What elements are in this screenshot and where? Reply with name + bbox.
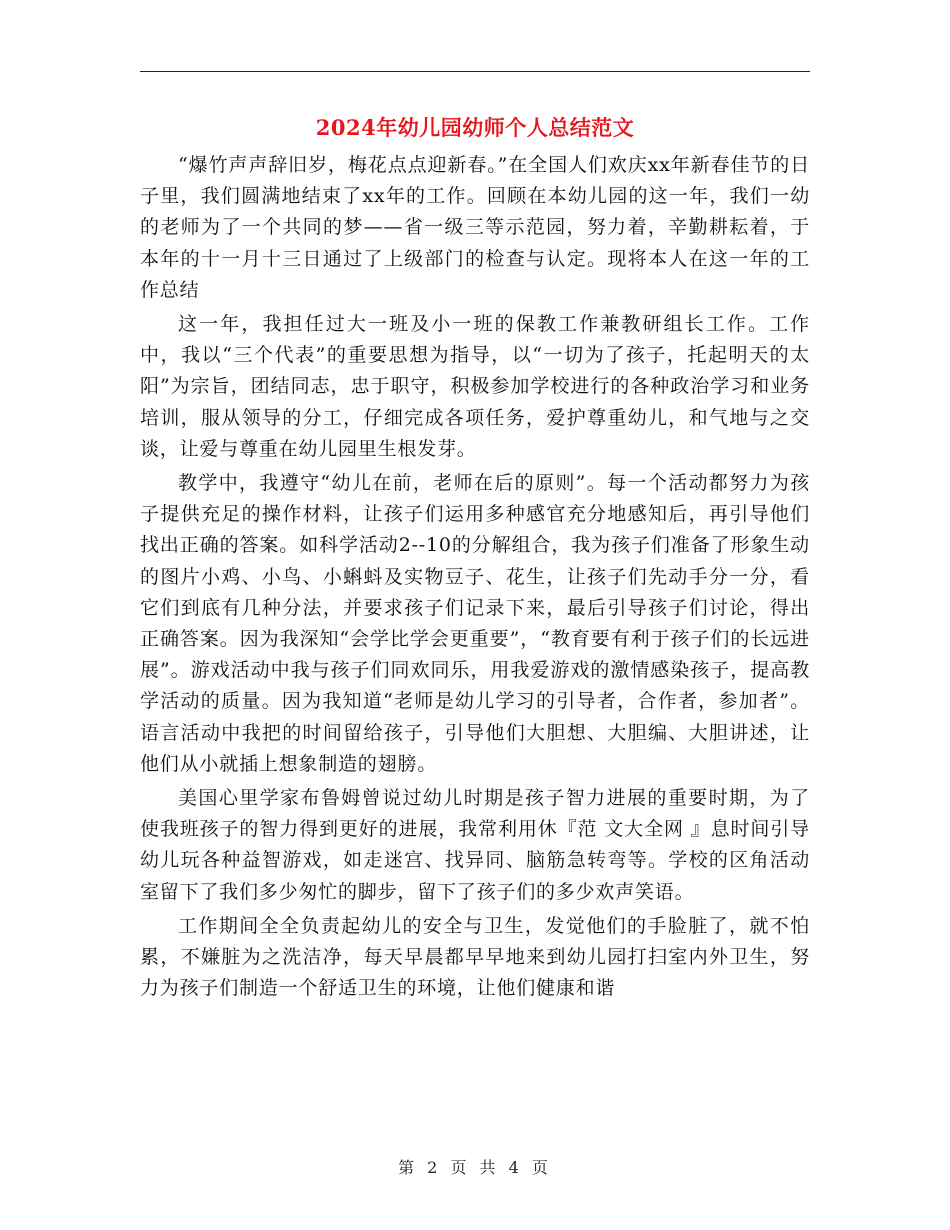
paragraph-intro: “爆竹声声辞旧岁，梅花点点迎新春。”在全国人们欢庆xx年新春佳节的日子里，我们圆满地结束了xx年的工作。回顾在本幼儿园的这一年，我们一幼的老师为了一个共同的梦——省一级三等示范园，努力着，辛勤耕耘着，于本年的十一月十三日通过了上级部门的检查与认定。现将本人在这一年的工作总结 (140, 154, 810, 301)
header-rule (140, 71, 810, 72)
paragraph-safety: 工作期间全全负责起幼儿的安全与卫生，发觉他们的手脸脏了，就不怕累，不嫌脏为之洗洁净，每天早晨都早早地来到幼儿园打扫室内外卫生，努力为孩子们制造一个舒适卫生的环境，让他们健康和谐 (140, 914, 810, 1000)
document-body (140, 150, 810, 1007)
paragraph-intelligence: 美国心里学家布鲁姆曾说过幼儿时期是孩子智力进展的重要时期，为了使我班孩子的智力得到更好的进展，我常利用休『范 文大全网 』息时间引导幼儿玩各种益智游戏，如走迷宫、找异同、脑筋急转弯等。学校的区角活动室留下了我们多少匆忙的脚步，留下了孩子们的多少欢声笑语。 (140, 787, 810, 903)
paragraph-teaching: 教学中，我遵守“幼儿在前，老师在后的原则”。每一个活动都努力为孩子提供充足的操作材料，让孩子们运用多种感官充分地感知后，再引导他们找出正确的答案。如科学活动2--10的分解组合，我为孩子们准备了形象生动的图片小鸡、小鸟、小蝌蚪及实物豆子、花生，让孩子们先动手分一分，看它们到底有几种分法，并要求孩子们记录下来，最后引导孩子们讨论，得出正确答案。因为我深知“会学比学会更重要”，“教育要有利于孩子们的长远进展”。游戏活动中我与孩子们同欢同乐，用我爱游戏的激情感染孩子，提高教学活动的质量。因为我知道“老师是幼儿学习的引导者，合作者，参加者”。语言活动中我把的时间留给孩子，引导他们大胆想、大胆编、大胆讲述，让他们从小就插上想象制造的翅膀。 (140, 472, 810, 775)
page-number-footer: 第 2 页 共 4 页 (398, 1158, 552, 1177)
document-title: 2024年幼儿园幼师个人总结范文 (315, 115, 635, 140)
paragraph-duties: 这一年，我担任过大一班及小一班的保教工作兼教研组长工作。工作中，我以“三个代表”的重要思想为指导，以“一切为了孩子，托起明天的太阳”为宗旨，团结同志，忠于职守，积极参加学校进行的各种政治学习和业务培训，服从领导的分工，仔细完成各项任务，爱护尊重幼儿，和气地与之交谈，让爱与尊重在幼儿园里生根发芽。 (140, 313, 810, 460)
